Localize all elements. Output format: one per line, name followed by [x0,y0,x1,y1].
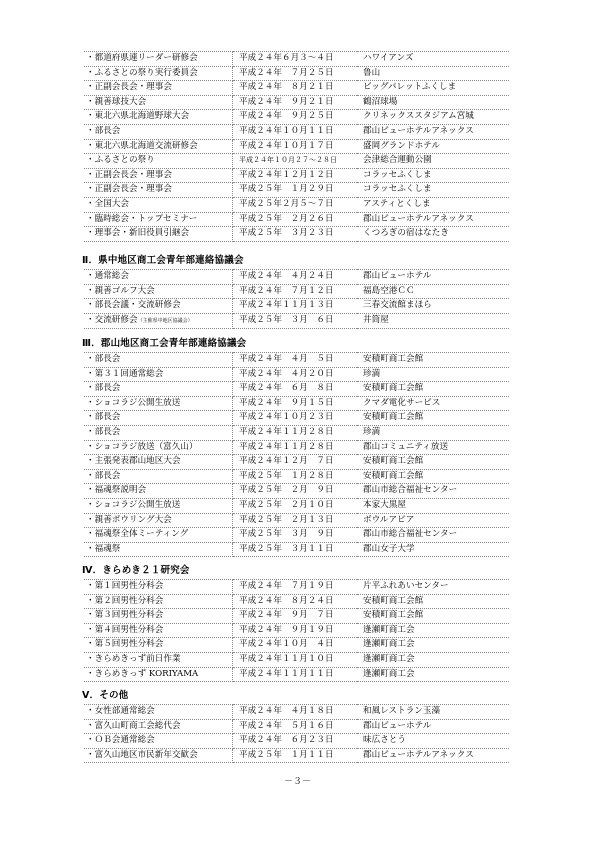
table-row [84,748,509,763]
table-row [84,212,509,227]
table-row [84,652,509,667]
event-name: ・ふるさとの祭り [86,155,155,166]
event-name: ・福魂祭説明会 [86,485,147,496]
place-cell: 郡山ビューホテルアネックス [357,124,509,139]
place-cell: 安積町商工会館 [357,353,509,368]
event-cell [84,353,233,368]
table-row [84,455,509,470]
date-cell: 平成２５年 ２月１３日 [233,513,358,528]
event-cell [84,667,233,682]
place-cell: コラッセふくしま [357,168,509,183]
event-name: ・部長会 [86,125,121,136]
table-row [84,110,509,125]
table-row [84,154,509,169]
event-name: ・部長会 [86,470,121,481]
table-row [84,425,509,440]
table-row [84,168,509,183]
date-cell: 平成２４年１１月２８日 [233,425,358,440]
event-cell [84,623,233,638]
place-cell: 本家大黒屋 [357,498,509,513]
date-cell: 平成２４年 ６月 ８日 [233,382,358,397]
event-cell [84,638,233,653]
event-cell [84,52,233,67]
date-cell: 平成２４年 ５月１６日 [233,719,358,734]
table-row [84,484,509,499]
place-cell: 郡山市総合福祉センター [357,484,509,499]
section-main-events [82,51,512,242]
event-name: ・富久山町商工会総代会 [86,720,181,731]
event-name: ・正副会長会・理事会 [86,169,172,180]
table-row [84,270,509,285]
events-table [84,352,509,557]
event-name: ・ＯＢ会通常総会 [86,735,155,746]
place-cell: 安積町商工会館 [357,455,509,470]
event-name: ・ふるさとの祭り実行委員会 [86,67,198,78]
place-cell: 安積町商工会館 [357,382,509,397]
date-cell: 平成２４年１１月２８日 [233,440,358,455]
table-row [84,513,509,528]
date-cell: 平成２５年 ３月 ９日 [233,528,358,543]
event-name: ・第３回男性分科会 [86,610,164,621]
place-cell: 福島空港ＣＣ [357,284,509,299]
table-row [84,594,509,609]
date-cell: 平成２４年 ４月 ５日 [233,353,358,368]
event-cell [84,705,233,720]
table-row [84,609,509,624]
table-row [84,284,509,299]
event-name: ・富久山地区市民新年交歓会 [86,749,198,760]
place-cell: 三春交流館まほら [357,299,509,314]
section-heading: Ⅳ．きらめき２１研究会 [82,565,190,576]
event-cell [84,455,233,470]
date-cell: 平成２４年 ９月２５日 [233,110,358,125]
event-name: ・都道府県連リーダー研修会 [86,53,198,63]
event-cell [84,748,233,763]
place-cell: 味広さとう [357,734,509,749]
date-cell: 平成２４年１０月２７～２８日 [233,154,358,169]
date-cell: 平成２４年 ９月１９日 [233,623,358,638]
date-cell: 平成２４年１０月１１日 [233,124,358,139]
table-row [84,313,509,329]
event-cell [84,484,233,499]
place-cell: 郡山ビューホテルアネックス [357,212,509,227]
table-row [84,411,509,426]
place-cell: 盛岡グランドホテル [357,139,509,154]
place-cell: ハワイアンズ [357,52,509,67]
section-heading: Ⅴ．その他 [82,690,129,701]
event-cell [84,580,233,595]
place-cell: 安積町商工会館 [357,411,509,426]
event-cell [84,513,233,528]
event-name: ・第４回男性分科会 [86,624,164,635]
section-heading: Ⅲ．郡山地区商工会青年部連絡協議会 [82,338,247,349]
events-table [84,704,509,763]
event-cell [84,212,233,227]
table-row [84,719,509,734]
table-row [84,580,509,595]
event-cell [84,411,233,426]
event-name: ・ショコラジ放送（富久山） [86,441,198,452]
event-cell [84,594,233,609]
table-row [84,542,509,557]
place-cell: 片平ふれあいセンター [357,580,509,595]
table-row [84,81,509,96]
date-cell: 平成２５年 ３月１１日 [233,542,358,557]
date-cell: 平成２４年 ４月１８日 [233,705,358,720]
event-name: ・親善ゴルフ大会 [86,285,155,296]
event-name: ・福魂祭 [86,543,121,554]
place-cell: 郡山ビューホテルアネックス [357,748,509,763]
place-cell: 逢瀬町商工会 [357,652,509,667]
place-cell: 珍満 [357,425,509,440]
event-cell [84,498,233,513]
place-cell: 安積町商工会館 [357,594,509,609]
event-name: ・ショコラジ公開生放送 [86,397,181,408]
date-cell: 平成２４年１２月 ７日 [233,455,358,470]
place-cell: アスティとくしま [357,197,509,212]
date-cell: 平成２５年 ２月 ９日 [233,484,358,499]
date-cell: 平成２５年 １月２９日 [233,183,358,198]
date-cell: 平成２４年１０月２３日 [233,411,358,426]
event-cell [84,270,233,285]
table-row [84,638,509,653]
date-cell: 平成２４年１０月 ４日 [233,638,358,653]
event-name: ・部長会 [86,354,121,364]
table-row [84,139,509,154]
event-cell [84,284,233,299]
event-cell [84,469,233,484]
event-name: ・第５回男性分科会 [86,639,164,650]
date-cell: 平成２４年６月３～４日 [233,52,358,67]
date-cell: 平成２５年 ２月２６日 [233,212,358,227]
event-cell [84,609,233,624]
table-row [84,353,509,368]
event-cell [84,66,233,81]
event-cell [84,425,233,440]
table-row [84,52,509,67]
date-cell: 平成２４年 ８月２１日 [233,81,358,96]
table-row [84,197,509,212]
event-cell [84,197,233,212]
event-cell [84,139,233,154]
event-name: ・通常総会 [86,271,129,281]
event-cell [84,719,233,734]
place-cell: 会津総合運動公園 [357,154,509,169]
place-cell: 郡山市総合福祉センター [357,528,509,543]
event-name: ・理事会・新旧役員引継会 [86,228,190,239]
date-cell: 平成２４年１０月１７日 [233,139,358,154]
place-cell: 郡山女子大学 [357,542,509,557]
event-name: ・親善球技大会 [86,96,147,107]
event-cell [84,440,233,455]
table-row [84,623,509,638]
table-row [84,95,509,110]
event-cell [84,154,233,169]
date-cell: 平成２４年 ４月２４日 [233,270,358,285]
table-row [84,440,509,455]
table-row [84,396,509,411]
place-cell: 井筒屋 [357,313,509,329]
place-cell: クマダ電化サービス [357,396,509,411]
date-cell: 平成２４年 ７月１２日 [233,284,358,299]
event-name: ・全国大会 [86,198,129,209]
date-cell: 平成２４年１１月１１日 [233,667,358,682]
table-row [84,227,509,242]
place-cell: 安積町商工会館 [357,469,509,484]
event-name: ・ショコラジ公開生放送 [86,499,181,510]
event-cell [84,95,233,110]
table-row [84,667,509,682]
date-cell: 平成２４年 ９月１５日 [233,396,358,411]
date-cell: 平成２４年 ６月２３日 [233,734,358,749]
event-name: ・親善ボウリング大会 [86,514,172,525]
event-cell [84,734,233,749]
place-cell: 安積町商工会館 [357,609,509,624]
event-name: ・東北六県北海道交流研修会 [86,140,198,151]
event-name: ・女性部通常総会 [86,706,155,716]
page-number: －３－ [283,777,311,787]
date-cell: 平成２４年１２月１２日 [233,168,358,183]
date-cell: 平成２５年 ２月１０日 [233,498,358,513]
date-cell: 平成２５年 ３月 ６日 [233,313,358,329]
table-row [84,66,509,81]
place-cell: コラッセふくしま [357,183,509,198]
event-cell [84,299,233,314]
date-cell: 平成２５年２月５～７日 [233,197,358,212]
section-other [82,688,512,763]
event-name: ・正副会長会・理事会 [86,82,172,93]
date-cell: 平成２４年 ７月１９日 [233,580,358,595]
event-cell [84,168,233,183]
date-cell: 平成２４年１１月１３日 [233,299,358,314]
event-name: ・部長会 [86,412,121,423]
event-name: ・主張発表郡山地区大会 [86,456,181,467]
section-heading: Ⅱ．県中地区商工会青年部連絡協議会 [82,255,244,266]
table-row [84,734,509,749]
place-cell: ビッグパレットふくしま [357,81,509,96]
event-cell [84,81,233,96]
table-row [84,469,509,484]
event-cell [84,367,233,382]
place-cell: 鲁山 [357,66,509,81]
event-name: ・第１回男性分科会 [86,581,164,591]
table-row [84,124,509,139]
place-cell: 逢瀬町商工会 [357,667,509,682]
place-cell: 珍満 [357,367,509,382]
date-cell: 平成２５年 １月２８日 [233,469,358,484]
event-name: ・交流研修会 [86,314,138,325]
date-cell: 平成２４年 ７月２５日 [233,66,358,81]
event-name: ・第３１回通常総会 [86,368,164,379]
event-name: ・部長会 [86,383,121,394]
table-row [84,299,509,314]
event-name: ・きらめきっず前日作業 [86,653,181,664]
events-table [84,269,509,329]
event-name: ・正副会長会・理事会 [86,184,172,195]
event-cell [84,183,233,198]
event-name: ・第２回男性分科会 [86,595,164,606]
event-cell [84,124,233,139]
place-cell: 鶴沼球場 [357,95,509,110]
event-name: ・部長会 [86,426,121,437]
date-cell: 平成２４年 ４月２０日 [233,367,358,382]
date-cell: 平成２４年 ９月 ７日 [233,609,358,624]
date-cell: 平成２４年１１月１０日 [233,652,358,667]
table-row [84,382,509,397]
place-cell: 和風レストラン玉藻 [357,705,509,720]
place-cell: 逢瀬町商工会 [357,623,509,638]
event-cell [84,313,233,329]
event-cell [84,227,233,242]
event-cell [84,652,233,667]
section-koriyama [82,336,512,557]
event-name: ・臨時総会・トップセミナー [86,213,198,224]
table-row [84,367,509,382]
place-cell: ボウルアピア [357,513,509,528]
event-cell [84,110,233,125]
event-note: （主催県中地区協議会） [137,317,193,324]
place-cell: くつろぎの宿はなたき [357,227,509,242]
event-cell [84,542,233,557]
section-kirameki [82,563,512,682]
table-row [84,528,509,543]
place-cell: 郡山コミュニティ放送 [357,440,509,455]
table-row [84,705,509,720]
events-table [84,51,509,242]
place-cell: 郡山ビューホテル [357,719,509,734]
date-cell: 平成２４年 ８月２４日 [233,594,358,609]
place-cell: 郡山ビューホテル [357,270,509,285]
date-cell: 平成２５年 １月１１日 [233,748,358,763]
event-name: ・きらめきっず KORIYAMA [86,668,199,679]
event-name: ・部長会議・交流研修会 [86,300,181,311]
date-cell: 平成２４年 ９月２１日 [233,95,358,110]
events-table [84,579,509,682]
table-row [84,183,509,198]
date-cell: 平成２５年 ３月２３日 [233,227,358,242]
table-row [84,498,509,513]
place-cell: 逢瀬町商工会 [357,638,509,653]
place-cell: クリネックススタジアム宮城 [357,110,509,125]
event-name: ・福魂祭全体ミーティング [86,529,189,540]
section-kenchu [82,253,512,329]
event-cell [84,528,233,543]
event-name: ・東北六県北海道野球大会 [86,111,190,122]
event-cell [84,382,233,397]
event-cell [84,396,233,411]
